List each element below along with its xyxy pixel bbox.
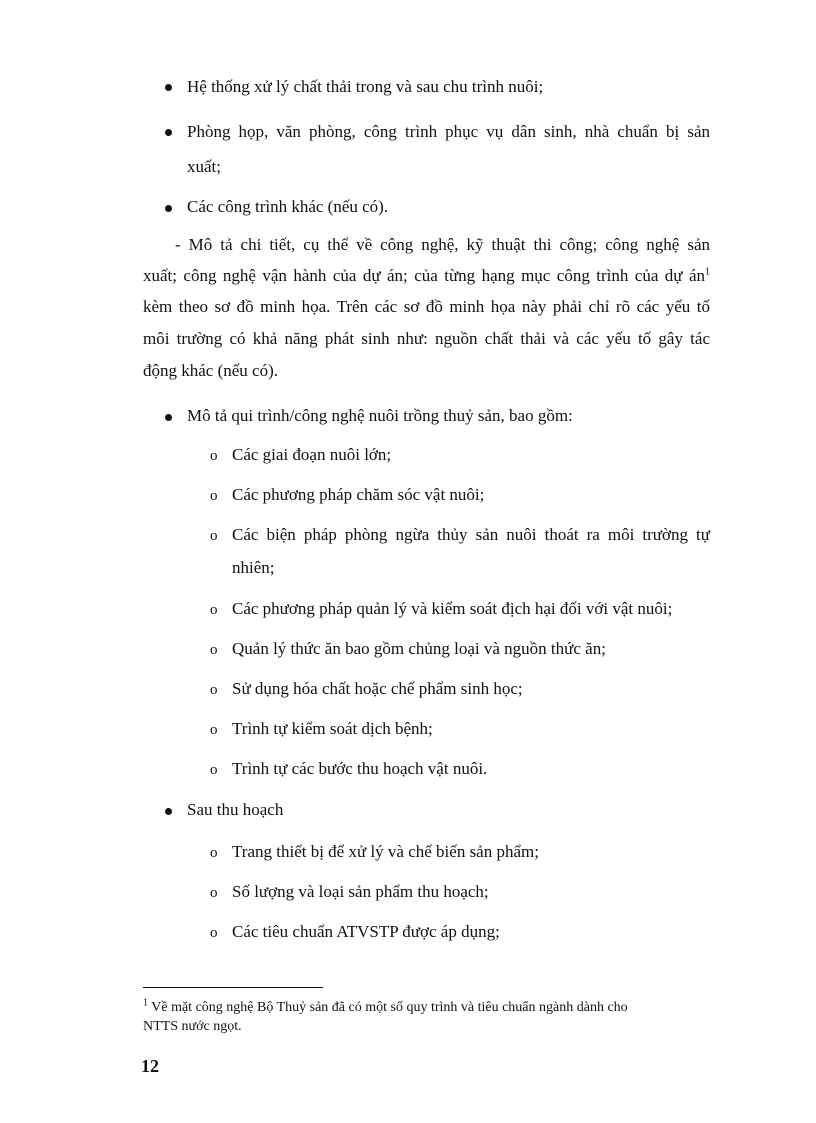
sub-item: Số lượng và loại sản phẩm thu hoạch; (232, 882, 489, 901)
bullet-item: Phòng họp, văn phòng, công trình phục vụ dân sinh, nhà chuẩn bị sản (187, 122, 710, 141)
footnote-text: Về mặt công nghệ Bộ Thuỷ sản đã có một số quy trình và tiêu chuẩn ngành dành cho (151, 1000, 628, 1015)
sub-bullet-icon: o (210, 528, 218, 544)
footnote-line: NTTS nước ngọt. (143, 1019, 242, 1034)
sub-bullet-icon: o (210, 682, 218, 698)
sub-item: Các phương pháp quản lý và kiểm soát địch hại đối với vật nuôi; (232, 599, 673, 618)
sub-bullet-icon: o (210, 845, 218, 861)
bullet-icon (165, 84, 172, 91)
paragraph-line: kèm theo sơ đồ minh họa. Trên các sơ đồ minh họa này phải chỉ rõ các yếu tố (143, 297, 710, 316)
bullet-item-continuation: xuất; (187, 157, 221, 176)
sub-bullet-icon: o (210, 762, 218, 778)
bullet-icon (165, 205, 172, 212)
sub-bullet-icon: o (210, 642, 218, 658)
sub-item: Các giai đoạn nuôi lớn; (232, 445, 392, 464)
sub-item: Các phương pháp chăm sóc vật nuôi; (232, 485, 485, 504)
section-heading: Sau thu hoạch (187, 800, 284, 819)
section-heading: Mô tả qui trình/công nghệ nuôi trồng thuỷ sản, bao gồm: (187, 406, 573, 425)
sub-item-continuation: nhiên; (232, 558, 275, 577)
paragraph-line: - Mô tả chi tiết, cụ thể về công nghệ, kỹ thuật thi công; công nghệ sản (175, 235, 710, 254)
paragraph-line: môi trường có khả năng phát sinh như: nguồn chất thải và các yếu tố gây tác (143, 329, 710, 348)
paragraph-line: động khác (nếu có). (143, 361, 279, 380)
sub-item: Sử dụng hóa chất hoặc chế phẩm sinh học; (232, 679, 523, 698)
footnote-marker: 1 (143, 997, 148, 1009)
sub-bullet-icon: o (210, 488, 218, 504)
paragraph-text: xuất; công nghệ vận hành của dự án; của từng hạng mục công trình của dự án (143, 266, 705, 285)
footnote-line (143, 999, 628, 1016)
sub-bullet-icon: o (210, 448, 218, 464)
bullet-icon (165, 129, 172, 136)
sub-bullet-icon: o (210, 602, 218, 618)
footnote-divider (143, 987, 323, 988)
paragraph-line (143, 266, 710, 286)
sub-bullet-icon: o (210, 722, 218, 738)
sub-item: Các biện pháp phòng ngừa thủy sản nuôi thoát ra môi trường tự (232, 525, 710, 544)
sub-bullet-icon: o (210, 885, 218, 901)
footnote-reference: 1 (705, 266, 710, 278)
bullet-icon (165, 414, 172, 421)
bullet-icon (165, 808, 172, 815)
sub-item: Trình tự kiểm soát dịch bệnh; (232, 719, 433, 738)
sub-item: Trình tự các bước thu hoạch vật nuôi. (232, 759, 488, 778)
sub-item: Quản lý thức ăn bao gồm chủng loại và nguồn thức ăn; (232, 639, 606, 658)
page-number: 12 (141, 1056, 159, 1076)
sub-bullet-icon: o (210, 925, 218, 941)
bullet-item: Hệ thống xử lý chất thải trong và sau chu trình nuôi; (187, 77, 544, 96)
sub-item: Các tiêu chuẩn ATVSTP được áp dụng; (232, 922, 500, 941)
sub-item: Trang thiết bị để xử lý và chế biến sản phẩm; (232, 842, 539, 861)
bullet-item: Các công trình khác (nếu có). (187, 197, 389, 216)
